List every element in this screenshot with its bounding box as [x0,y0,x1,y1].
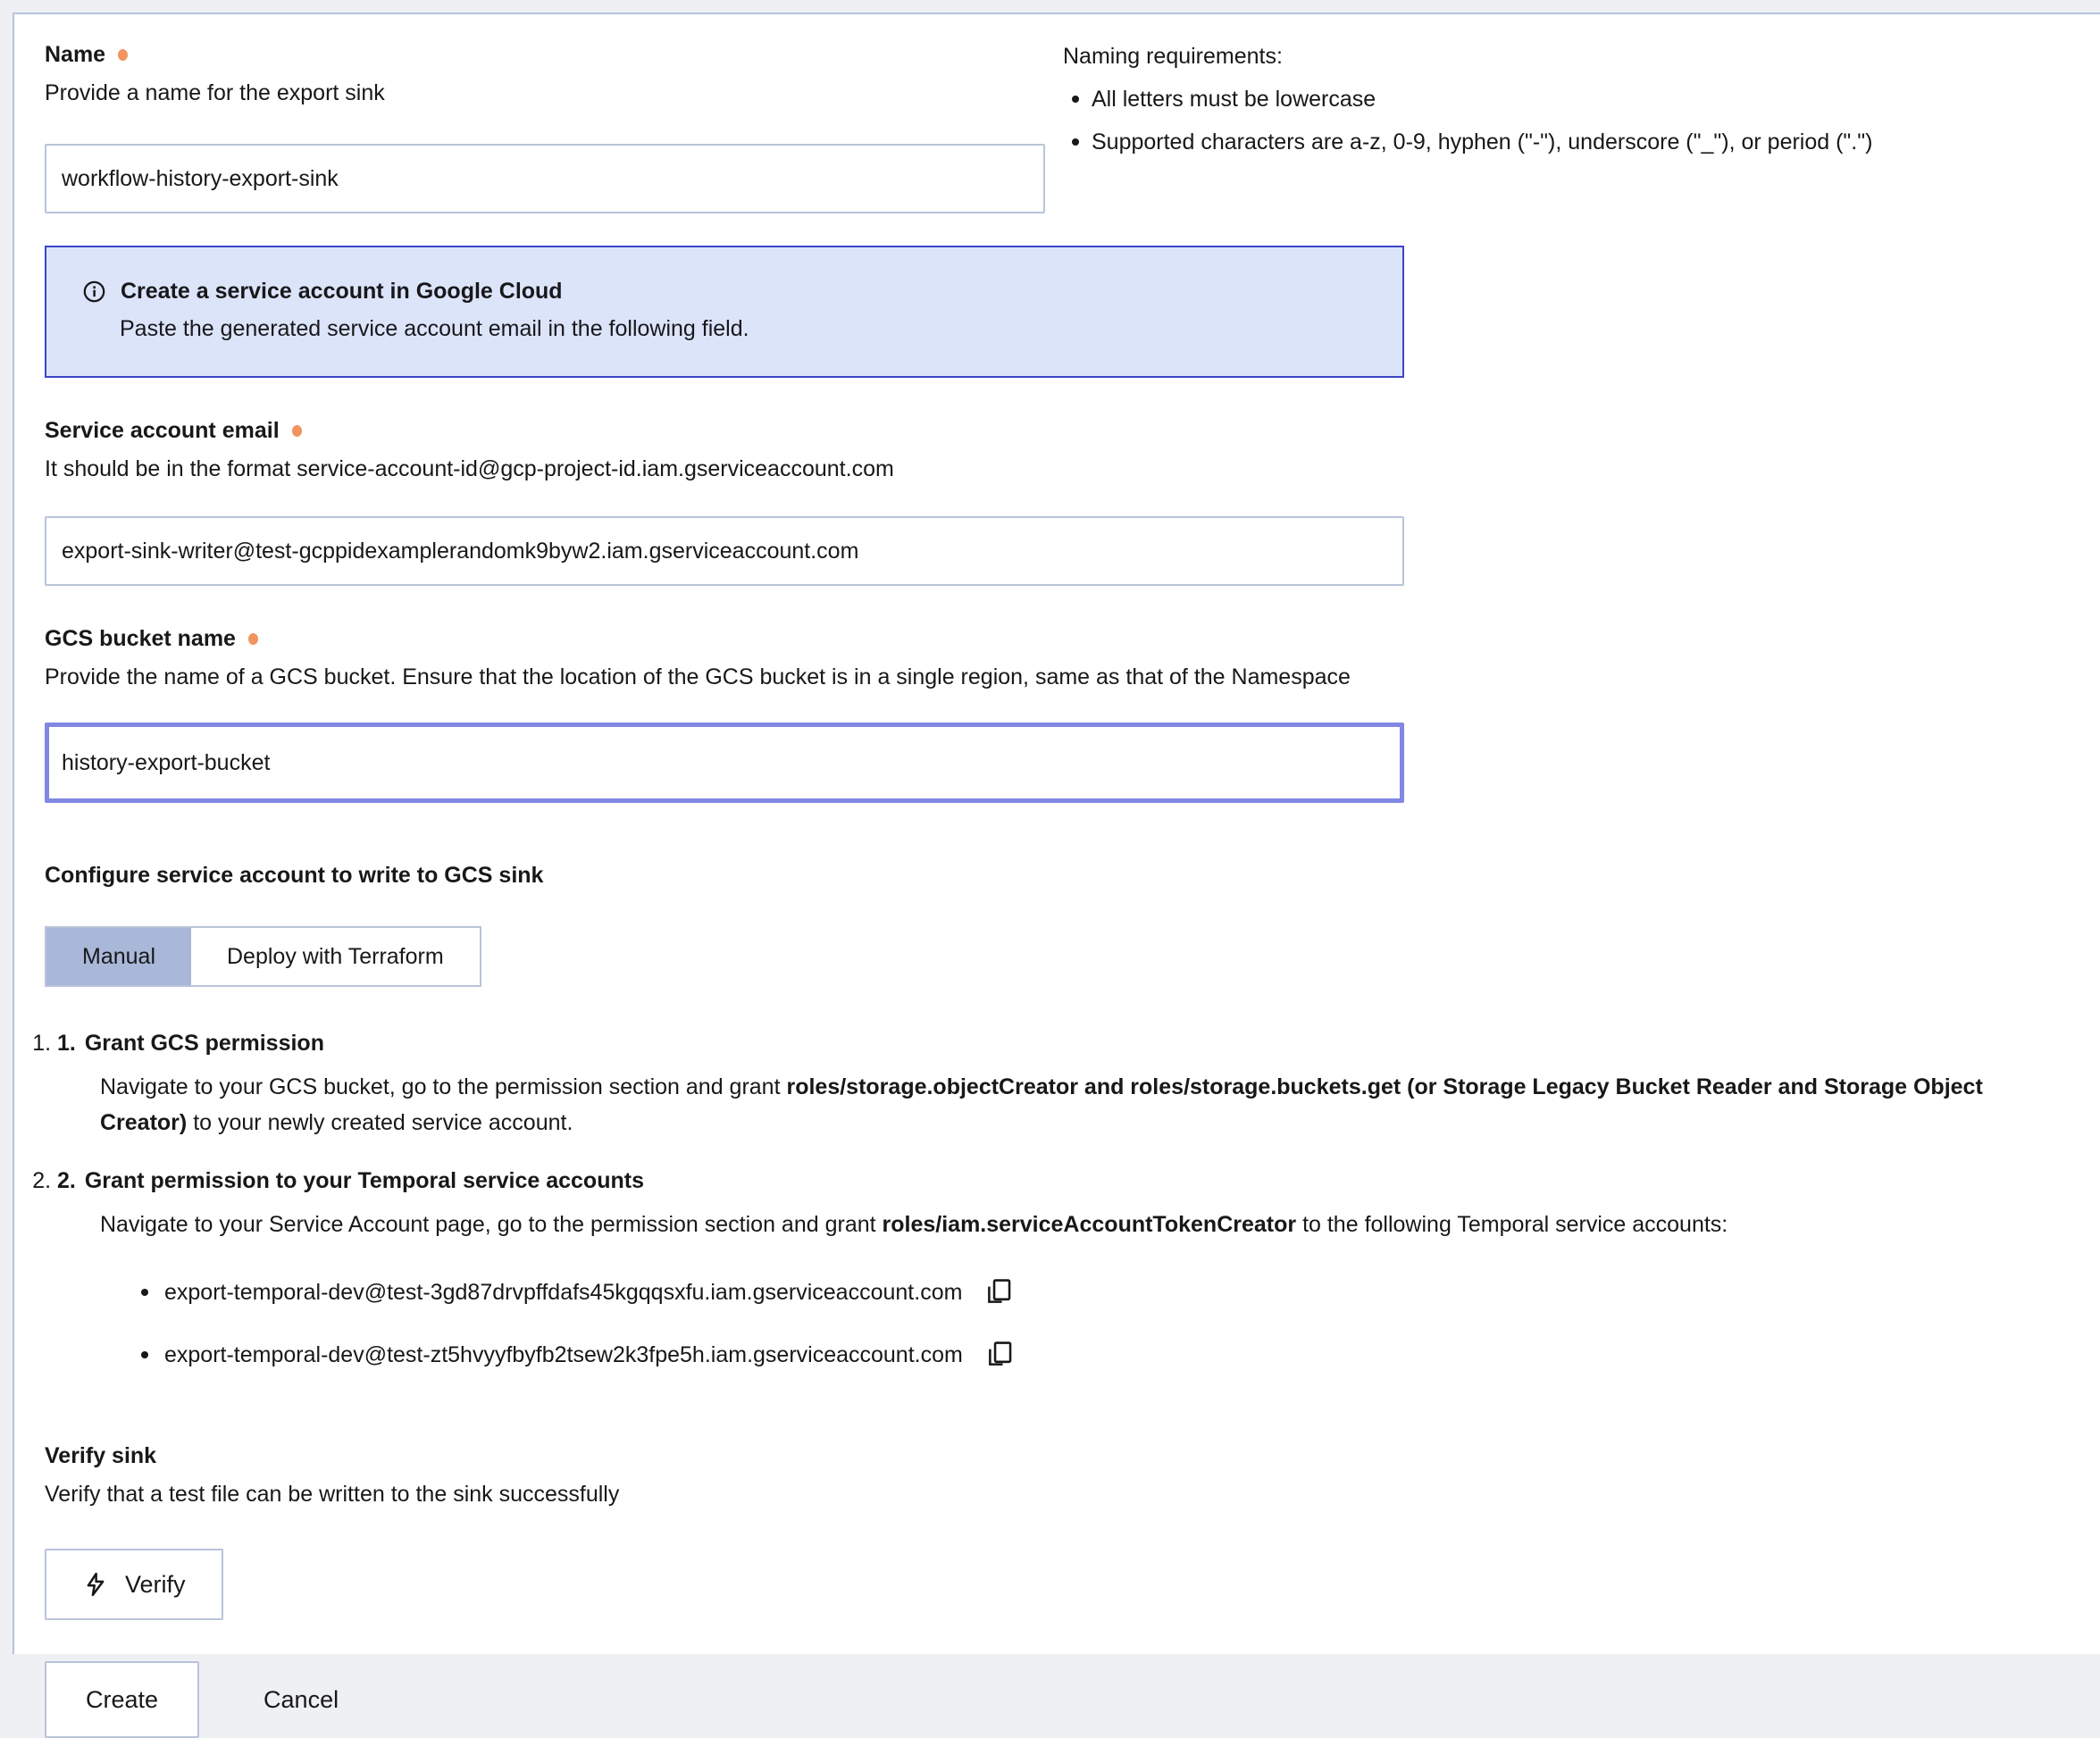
step-body-bold-text: roles/storage.objectCreator and roles/storage.buckets.get (or Storage Legacy Bucket Reader and Storage Object Creator) [100,1074,1983,1135]
name-input[interactable] [45,144,1045,213]
bucket-field-group [45,623,2079,803]
temporal-service-account-list [139,1273,2079,1375]
step-title-row [57,1166,2079,1196]
verify-button-label: Verify [125,1571,186,1599]
copy-icon[interactable] [982,1275,1016,1309]
step-body [100,1207,2074,1242]
temporal-service-account-email: export-temporal-dev@test-3gd87drvpffdafs45kgqqsxfu.iam.gserviceaccount.com [164,1273,962,1312]
step-title: Grant GCS permission [85,1028,324,1058]
configure-section [45,860,2079,1375]
step-body-text: Navigate to your GCS bucket, go to the permission section and grant [100,1074,786,1099]
verify-section-title: Verify sink [45,1441,2079,1471]
step-number: 1. 1. [57,1028,76,1058]
step-grant-temporal-permission [57,1166,2079,1375]
bucket-label-row [45,623,2079,654]
gcs-bucket-name-input[interactable] [45,723,1404,803]
temporal-service-account-email: export-temporal-dev@test-zt5hvyyfbyfb2tsew2k3fpe5h.iam.gserviceaccount.com [164,1335,963,1375]
step-body-text: to the following Temporal service accounts: [1296,1212,1728,1237]
step-number: 2. 2. [57,1166,76,1196]
top-row [45,39,2079,213]
step-grant-gcs-permission [57,1028,2079,1141]
naming-requirements [1063,39,2079,157]
service-account-email-input[interactable] [45,516,1404,586]
verify-section [45,1441,2079,1620]
info-banner [45,246,1404,378]
cancel-button[interactable]: Cancel [264,1686,339,1714]
naming-requirements-title: Naming requirements: [1063,41,2079,71]
info-banner-title: Create a service account in Google Cloud [121,276,563,306]
service-account-field-group [45,415,2079,586]
bucket-label: GCS bucket name [45,623,236,654]
name-label: Name [45,39,105,70]
service-account-description: It should be in the format service-account-id@gcp-project-id.iam.gserviceaccount.com [45,454,2079,484]
required-dot-icon [248,633,258,645]
required-dot-icon [292,425,302,437]
step-body-bold-text: roles/iam.serviceAccountTokenCreator [883,1212,1297,1237]
create-button[interactable]: Create [45,1661,199,1738]
copy-icon[interactable] [983,1338,1017,1372]
info-banner-title-row [82,276,1367,306]
export-sink-form [13,13,2100,1654]
configure-tabs [45,926,481,987]
name-field-group [45,39,1045,213]
temporal-service-account-item [139,1335,2079,1375]
verify-section-description: Verify that a test file can be written to the sink successfully [45,1479,2079,1509]
configure-section-title: Configure service account to write to GCS sink [45,860,2079,890]
service-account-label: Service account email [45,415,280,446]
manual-steps [45,1028,2079,1375]
step-body-text: to your newly created service account. [187,1110,573,1135]
tab-manual[interactable]: Manual [46,928,191,985]
form-actions [45,1661,2079,1738]
service-account-label-row [45,415,2079,446]
required-dot-icon [118,49,128,61]
info-icon [82,280,106,304]
name-label-row [45,39,1045,70]
name-description: Provide a name for the export sink [45,78,1045,108]
tab-deploy-with-terraform[interactable]: Deploy with Terraform [191,928,480,985]
bolt-icon [82,1571,109,1598]
info-banner-body: Paste the generated service account email in the following field. [82,313,1367,344]
naming-requirement-item: Supported characters are a-z, 0-9, hyphen ("-"), underscore ("_"), or period (".") [1063,127,2079,157]
verify-button[interactable] [45,1549,223,1620]
step-title: Grant permission to your Temporal service accounts [85,1166,644,1196]
step-title-row [57,1028,2079,1058]
temporal-service-account-item [139,1273,2079,1312]
step-body [100,1069,2074,1141]
bucket-description: Provide the name of a GCS bucket. Ensure that the location of the GCS bucket is in a single region, same as that of the Namespace [45,662,2079,692]
naming-requirements-list [1063,84,2079,157]
naming-requirement-item: All letters must be lowercase [1063,84,2079,114]
step-body-text: Navigate to your Service Account page, go to the permission section and grant [100,1212,883,1237]
